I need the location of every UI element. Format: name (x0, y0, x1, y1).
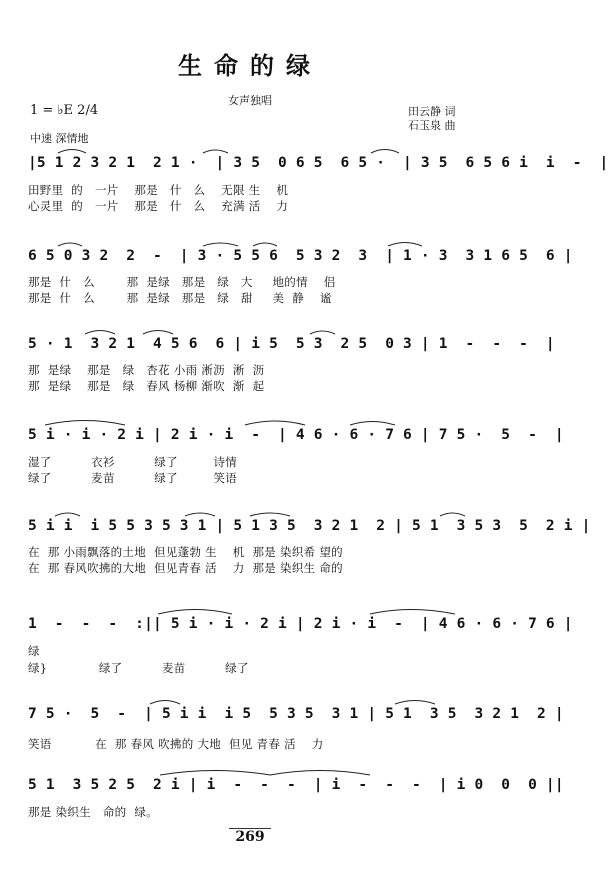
score-line-3-lyrics-verse-2: 那 是绿 那是 绿 春风 杨柳 渐吹 渐 起 (28, 379, 265, 393)
score-line-4-lyrics-verse-1: 湿了 衣衫 绿了 诗情 (28, 455, 238, 469)
score-line-6-lyrics-verse-1: 绿 (28, 644, 40, 658)
score-line-8-lyrics: 那是 染织生 命的 绿。 (28, 805, 158, 819)
score-line-6-lyrics-verse-2: 绿} 绿了 麦苗 绿了 (28, 661, 249, 675)
key-signature: 1 = ♭E 2/4 (30, 103, 99, 118)
score-line-4-lyrics-verse-2: 绿了 麦苗 绿了 笑语 (28, 471, 238, 485)
score-line-3-lyrics-verse-1: 那 是绿 那是 绿 杏花 小雨 淅沥 淅 沥 (28, 363, 265, 377)
performance-type: 女声独唱 (228, 94, 272, 107)
tempo-marking: 中速 深情地 (30, 132, 89, 145)
score-line-8-notes: 5 1 3 5 2 5 2 i | i - - - | i - - - | i 0 0 0 || (28, 777, 564, 793)
score-line-5-notes: 5 i i i 5 5 3 5 3 1 | 5 1 3 5 3 2 1 2 | 5 1 3 5 3 5 2 i | (28, 518, 591, 534)
score-line-1-lyrics-verse-2: 心灵里 的 一片 那是 什 么 充满 活 力 (28, 199, 289, 213)
page-number: 269 (0, 829, 500, 845)
score-line-7-lyrics: 笑语 在 那 春风 吹拂的 大地 但见 青春 活 力 (28, 737, 324, 751)
score-line-6-notes: 1 - - - :|| 5 i · i · 2 i | 2 i · i - | 4 6 · 6 · 7 6 | (28, 616, 573, 632)
score-line-4-notes: 5 i · i · 2 i | 2 i · i - | 4 6 · 6 · 7 6 | 7 5 · 5 - | (28, 427, 564, 443)
lyricist-credit: 田云静 词 (408, 105, 456, 118)
score-line-5-lyrics-verse-1: 在 那 小雨飘落的土地 但见蓬勃 生 机 那是 染织希 望的 (28, 545, 343, 559)
score-line-2-lyrics-verse-1: 那是 什 么 那 是绿 那是 绿 大 地的情 侣 (28, 275, 336, 289)
score-line-2-lyrics-verse-2: 那是 什 么 那 是绿 那是 绿 甜 美 静 谧 (28, 291, 332, 305)
score-line-7-notes: 7 5 · 5 - | 5 i i i 5 5 3 5 3 1 | 5 1 3 5 3 2 1 2 | (28, 706, 564, 722)
score-line-2-notes: 6 5 0 3 2 2 - | 3 · 5 5 6 5 3 2 3 | 1 · 3 3 1 6 5 6 | (28, 248, 573, 264)
score-line-3-notes: 5 · 1 3 2 1 4 5 6 6 | i 5 5 3 2 5 0 3 | 1 - - - | (28, 336, 555, 352)
score-line-5-lyrics-verse-2: 在 那 春风吹拂的大地 但见青春 活 力 那是 染织生 命的 (28, 561, 343, 575)
song-title: 生命的绿 (178, 51, 322, 80)
composer-credit: 石玉泉 曲 (408, 119, 456, 132)
score-line-1-lyrics-verse-1: 田野里 的 一片 那是 什 么 无限 生 机 (28, 183, 289, 197)
score-line-1-notes: |5 1 2 3 2 1 2 1 · | 3 5 0 6 5 6 5 · | 3 5 6 5 6 i i - | (28, 155, 608, 171)
